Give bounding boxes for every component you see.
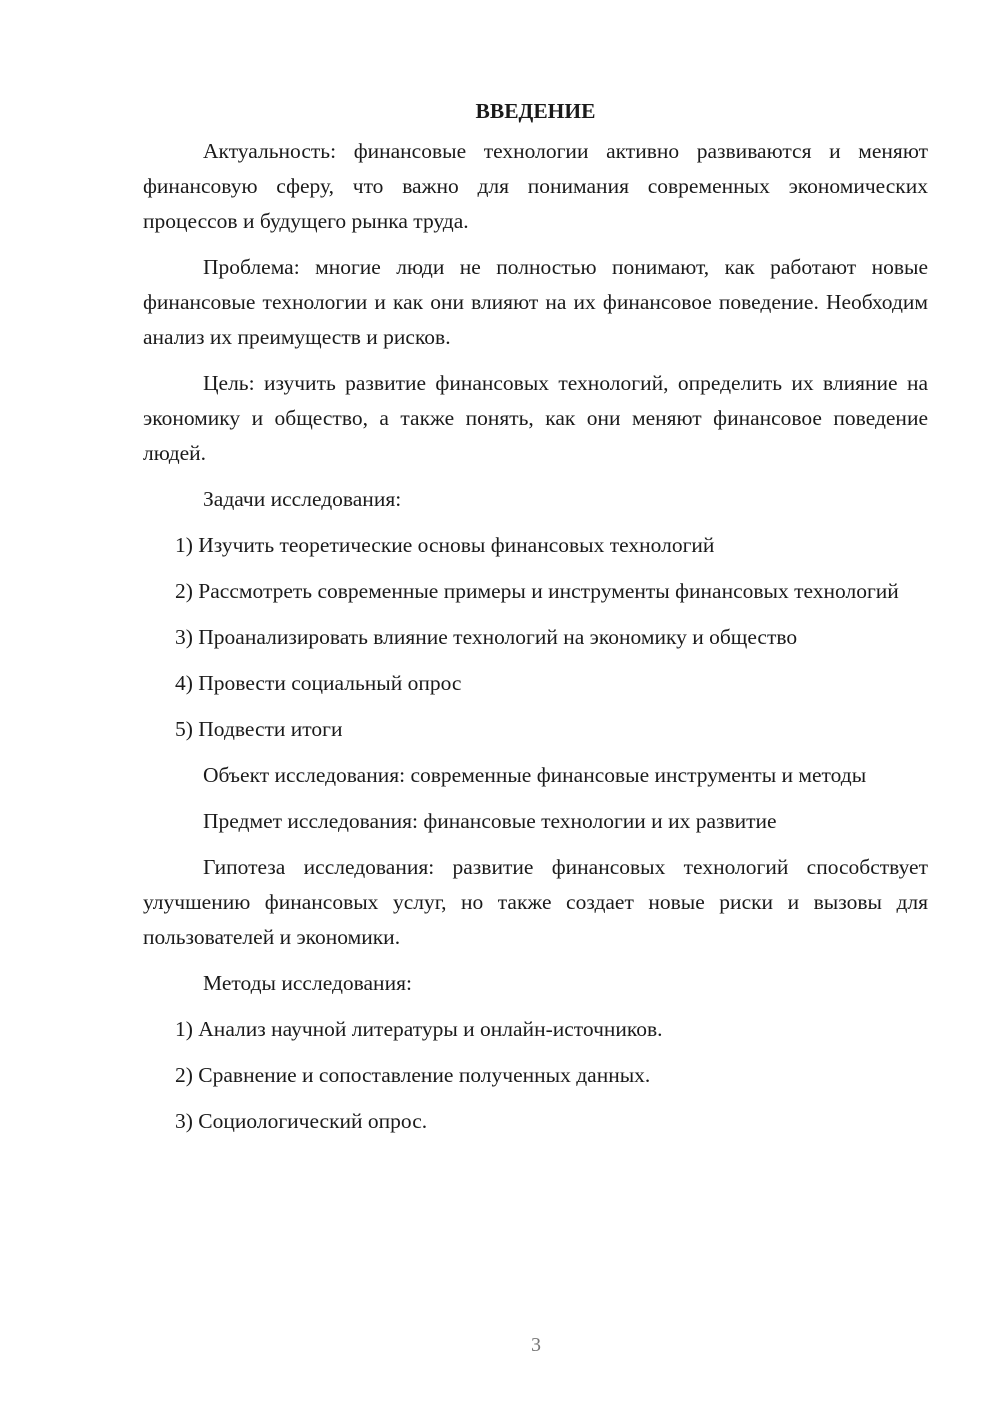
task-item: 4) Провести социальный опрос [175,671,462,695]
task-item: 3) Проанализировать влияние технологий на экономику и общество [175,625,798,649]
page-number: 3 [531,1334,541,1356]
task-item: 1) Изучить теоретические основы финансовых технологий [175,533,715,557]
method-item: 3) Социологический опрос. [175,1109,428,1133]
paragraph-object: Объект исследования: современные финансовые инструменты и методы [203,763,867,787]
paragraph-subject: Предмет исследования: финансовые технологии и их развитие [203,809,777,833]
task-item: 2) Рассмотреть современные примеры и инструменты финансовых технологий [175,579,899,603]
method-item: 2) Сравнение и сопоставление полученных данных. [175,1063,651,1087]
document-page [143,96,928,1150]
methods-heading: Методы исследования: [203,971,412,995]
section-title: ВВЕДЕНИЕ [475,99,596,123]
paragraph-goal: Цель: изучить развитие финансовых технологий, определить их влияние на экономику и общество, а также понять, как они меняют финансовое поведение людей. [143,371,928,465]
tasks-heading: Задачи исследования: [203,487,402,511]
task-item: 5) Подвести итоги [175,717,343,741]
paragraph-problem: Проблема: многие люди не полностью понимают, как работают новые финансовые технологии и как они влияют на их финансовое поведение. Необходим анализ их преимуществ и рисков. [143,255,928,349]
method-item: 1) Анализ научной литературы и онлайн-источников. [175,1017,663,1041]
paragraph-hypothesis: Гипотеза исследования: развитие финансовых технологий способствует улучшению финансовых услуг, но также создает новые риски и вызовы для пользователей и экономики. [143,855,928,949]
paragraph-relevance: Актуальность: финансовые технологии активно развиваются и меняют финансовую сферу, что важно для понимания современных экономических процессов и будущего рынка труда. [143,139,928,233]
